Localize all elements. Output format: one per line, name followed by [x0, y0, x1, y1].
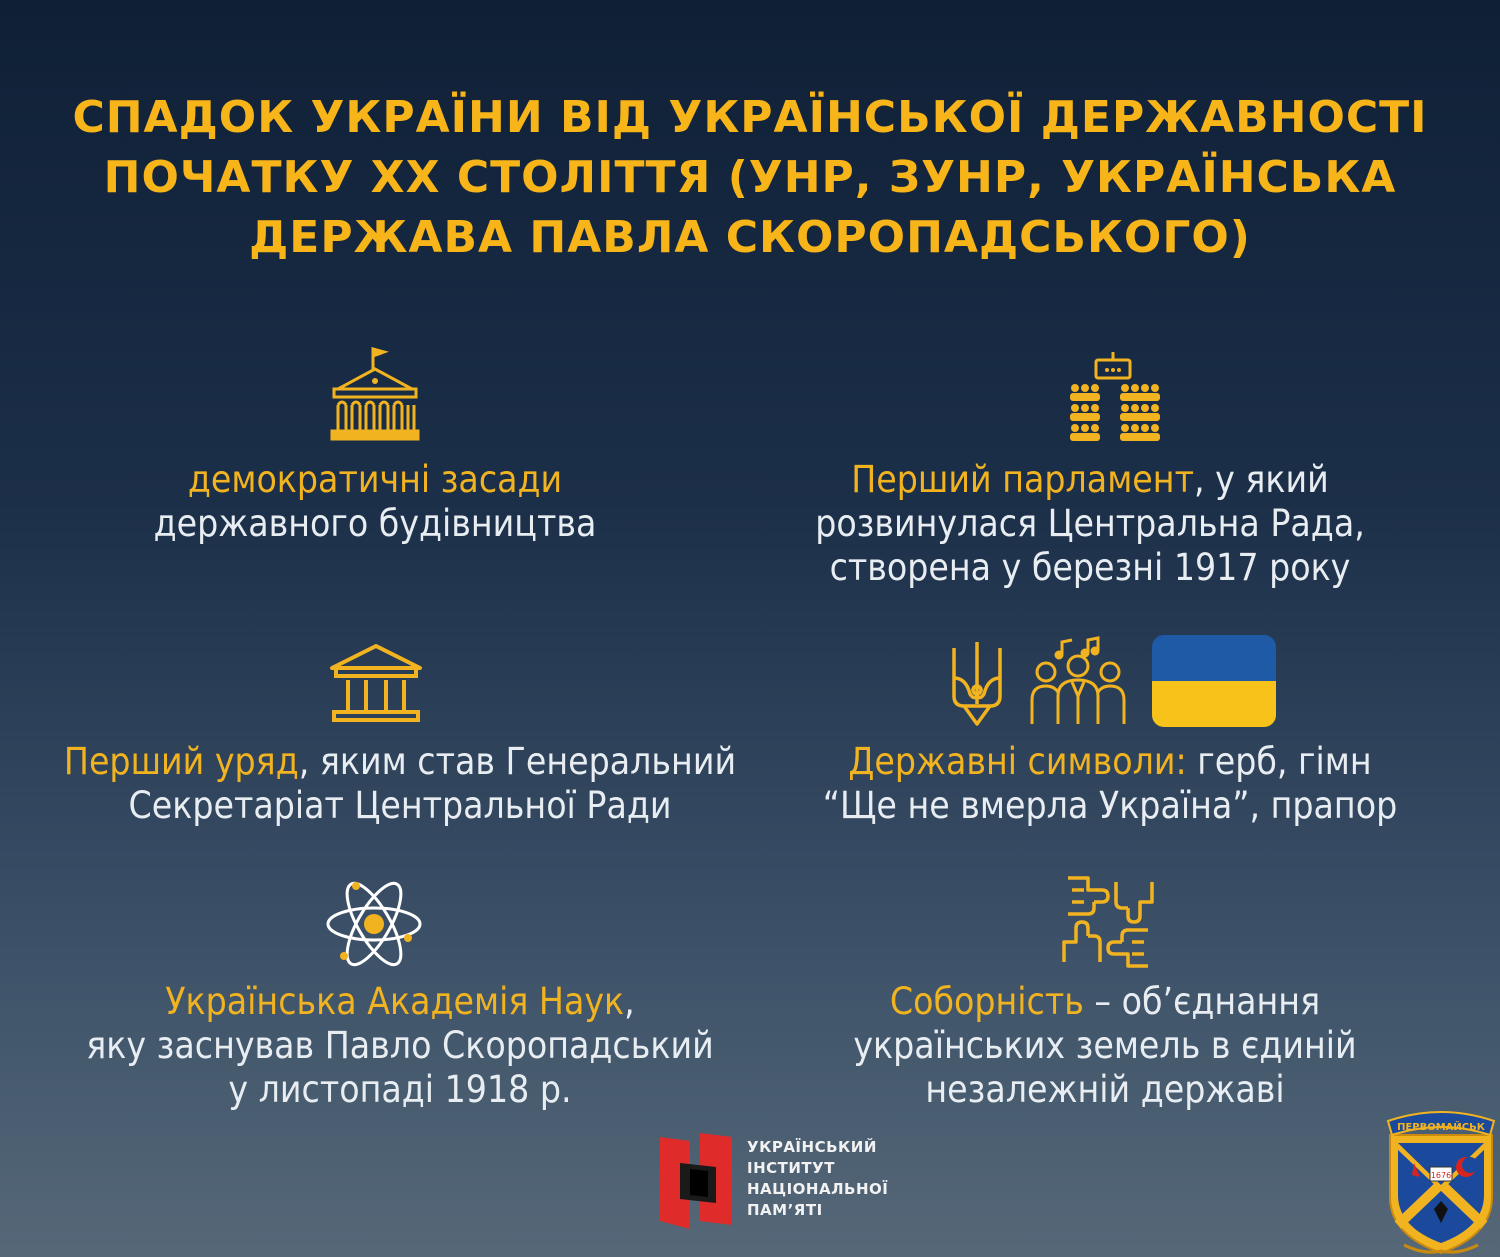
assembly-icon: [1066, 348, 1162, 444]
institute-name-line-1: УКРАЇНСЬКИЙ: [747, 1138, 877, 1156]
symbols-text: [810, 740, 1410, 828]
parliament-line-2: розвинулася Центральна Рада,: [815, 502, 1365, 545]
title-line-2: ПОЧАТКУ ХХ СТОЛІТТЯ (УНР, ЗУНР, УКРАЇНСЬКА: [103, 152, 1397, 203]
academy-line-3: у листопаді 1918 р.: [228, 1068, 572, 1111]
democracy-text: [75, 458, 675, 546]
crest-year: 1676: [1430, 1171, 1452, 1180]
institute-name-line-4: ПАМ’ЯТІ: [747, 1201, 823, 1219]
unity-line-3: незалежній державі: [925, 1068, 1285, 1111]
parliament-text: [810, 458, 1370, 590]
trident-icon: [948, 638, 1006, 728]
flag-icon: [1152, 635, 1276, 727]
parliament-highlight: Перший парламент: [851, 458, 1194, 501]
atom-icon: [322, 876, 426, 972]
academy-line-2: яку заснував Павло Скоропадський: [86, 1024, 714, 1067]
unity-text: [810, 980, 1400, 1112]
government-highlight: Перший уряд: [63, 740, 299, 783]
government-text: [50, 740, 750, 828]
unity-highlight: Соборність: [889, 980, 1084, 1023]
government-building-icon: [326, 640, 426, 728]
choir-icon: [1028, 636, 1128, 728]
unity-line-2: українських земель в єдиній: [853, 1024, 1357, 1067]
symbols-highlight: Державні символи:: [848, 740, 1187, 783]
symbols-line-2: “Ще не вмерла Україна”, прапор: [822, 784, 1398, 827]
academy-rest: ,: [624, 980, 635, 1023]
institute-logo: [660, 1133, 900, 1233]
parliament-building-icon: [328, 345, 422, 441]
institute-name-line-3: НАЦІОНАЛЬНОЇ: [747, 1180, 889, 1198]
government-rest: , яким став Генеральний: [298, 740, 737, 783]
title-line-3: ДЕРЖАВА ПАВЛА СКОРОПАДСЬКОГО): [249, 212, 1251, 263]
institute-name-line-2: ІНСТИТУТ: [747, 1159, 835, 1177]
symbols-rest: герб, гімн: [1186, 740, 1372, 783]
unity-rest: – об’єднання: [1083, 980, 1321, 1023]
institute-name: [747, 1137, 888, 1221]
government-line-2: Секретаріат Центральної Ради: [128, 784, 672, 827]
parliament-line-3: створена у березні 1917 року: [829, 546, 1351, 589]
joined-hands-icon: [1058, 872, 1158, 972]
page-title: [0, 88, 1500, 268]
institute-mark-icon: [660, 1133, 738, 1229]
democracy-line-2: державного будівництва: [153, 502, 597, 545]
academy-highlight: Українська Академія Наук: [165, 980, 625, 1023]
academy-text: [70, 980, 730, 1112]
parliament-rest: , у який: [1193, 458, 1329, 501]
crest-ribbon: ПЕРВОМАЙСЬК: [1397, 1122, 1485, 1133]
democracy-highlight: демократичні засади: [187, 458, 563, 501]
title-line-1: СПАДОК УКРАЇНИ ВІД УКРАЇНСЬКОЇ ДЕРЖАВНОСТІ: [72, 92, 1428, 143]
city-crest-icon: [1384, 1105, 1499, 1255]
